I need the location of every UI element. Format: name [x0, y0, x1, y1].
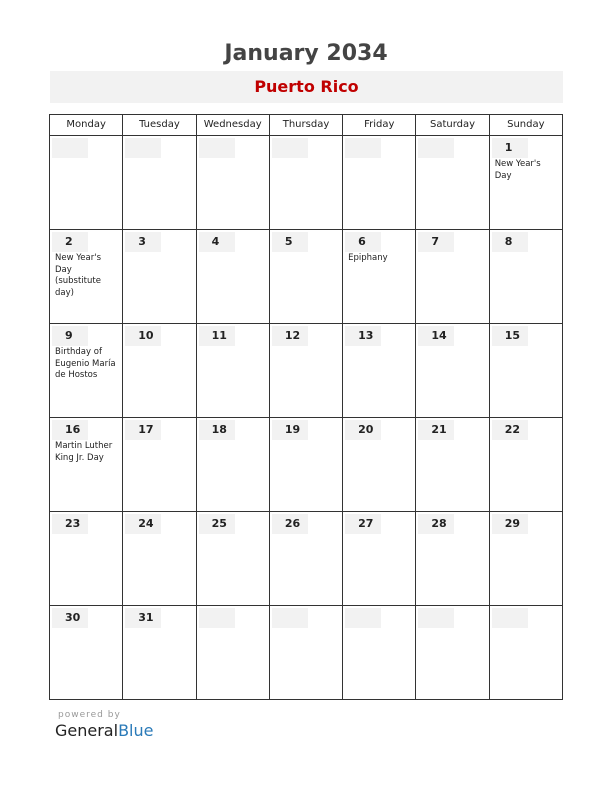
day-cell — [196, 136, 269, 230]
holiday-label: Epiphany — [348, 253, 388, 263]
day-number: 29 — [492, 514, 528, 534]
week-row — [50, 230, 563, 324]
day-number: 2 — [52, 232, 88, 252]
day-number: 10 — [125, 326, 161, 346]
day-number: 30 — [52, 608, 88, 628]
country-name: Puerto Rico — [50, 71, 563, 103]
day-cell — [343, 606, 416, 700]
day-number: 22 — [492, 420, 528, 440]
day-number: 4 — [199, 232, 235, 252]
weekday-monday: Monday — [50, 115, 123, 136]
day-number: 1 — [492, 138, 528, 158]
day-cell — [489, 606, 562, 700]
day-number — [418, 138, 454, 158]
day-number: 9 — [52, 326, 88, 346]
weekday-tuesday: Tuesday — [123, 115, 196, 136]
day-number — [492, 608, 528, 628]
holiday-label: Martin Luther King Jr. Day — [55, 441, 113, 463]
day-number — [125, 138, 161, 158]
day-number: 17 — [125, 420, 161, 440]
day-cell — [416, 136, 489, 230]
day-cell — [269, 230, 342, 324]
day-cell — [416, 606, 489, 700]
day-cell — [343, 324, 416, 418]
day-cell — [489, 512, 562, 606]
day-number — [272, 608, 308, 628]
day-number: 5 — [272, 232, 308, 252]
day-number: 23 — [52, 514, 88, 534]
weekday-header-row — [50, 115, 563, 136]
day-cell — [269, 512, 342, 606]
day-number — [418, 608, 454, 628]
day-cell — [123, 418, 196, 512]
day-number: 27 — [345, 514, 381, 534]
weekday-sunday: Sunday — [489, 115, 562, 136]
day-cell — [489, 324, 562, 418]
day-cell — [50, 136, 123, 230]
day-number: 20 — [345, 420, 381, 440]
day-number: 21 — [418, 420, 454, 440]
day-cell — [50, 512, 123, 606]
day-cell — [50, 418, 123, 512]
day-cell — [489, 136, 562, 230]
day-cell — [489, 418, 562, 512]
brand-name-part2: Blue — [118, 721, 154, 740]
day-cell — [123, 324, 196, 418]
day-cell — [50, 230, 123, 324]
calendar-title: January 2034 — [224, 41, 388, 66]
day-cell — [416, 512, 489, 606]
day-cell — [123, 512, 196, 606]
day-cell — [196, 230, 269, 324]
day-cell — [416, 324, 489, 418]
weekday-wednesday: Wednesday — [196, 115, 269, 136]
day-number: 7 — [418, 232, 454, 252]
day-number: 6 — [345, 232, 381, 252]
day-number: 15 — [492, 326, 528, 346]
day-cell — [196, 606, 269, 700]
calendar-grid — [49, 114, 563, 700]
day-number: 31 — [125, 608, 161, 628]
day-cell — [269, 136, 342, 230]
day-number: 28 — [418, 514, 454, 534]
week-row — [50, 512, 563, 606]
day-cell — [50, 324, 123, 418]
day-cell — [269, 418, 342, 512]
day-number: 19 — [272, 420, 308, 440]
day-number: 24 — [125, 514, 161, 534]
day-cell — [123, 606, 196, 700]
day-number: 3 — [125, 232, 161, 252]
day-cell — [416, 418, 489, 512]
week-row — [50, 324, 563, 418]
day-cell — [489, 230, 562, 324]
holiday-label: New Year's Day — [494, 159, 541, 181]
day-cell — [196, 324, 269, 418]
week-row — [50, 136, 563, 230]
weekday-friday: Friday — [343, 115, 416, 136]
day-number — [272, 138, 308, 158]
brand-name-part1: General — [55, 721, 119, 740]
day-number — [199, 608, 235, 628]
weekday-saturday: Saturday — [416, 115, 489, 136]
day-number: 14 — [418, 326, 454, 346]
day-number: 25 — [199, 514, 235, 534]
day-number: 8 — [492, 232, 528, 252]
day-cell — [196, 512, 269, 606]
day-cell — [343, 230, 416, 324]
day-cell — [416, 230, 489, 324]
day-number: 16 — [52, 420, 88, 440]
day-cell — [50, 606, 123, 700]
weekday-thursday: Thursday — [269, 115, 342, 136]
calendar-body — [50, 136, 563, 700]
day-number — [199, 138, 235, 158]
day-number — [345, 608, 381, 628]
day-number: 12 — [272, 326, 308, 346]
day-cell — [196, 418, 269, 512]
day-number — [52, 138, 88, 158]
day-number: 13 — [345, 326, 381, 346]
holiday-label: Birthday of Eugenio María de Hostos — [55, 347, 116, 380]
day-number: 26 — [272, 514, 308, 534]
day-cell — [123, 136, 196, 230]
brand-logo — [55, 721, 153, 740]
day-cell — [343, 512, 416, 606]
day-cell — [269, 324, 342, 418]
day-cell — [343, 418, 416, 512]
holiday-label: New Year's Day (substitute day) — [55, 253, 102, 298]
day-number — [345, 138, 381, 158]
week-row — [50, 418, 563, 512]
day-number: 18 — [199, 420, 235, 440]
powered-by-label: powered by — [58, 710, 121, 720]
day-number: 11 — [199, 326, 235, 346]
day-cell — [343, 136, 416, 230]
week-row — [50, 606, 563, 700]
day-cell — [123, 230, 196, 324]
day-cell — [269, 606, 342, 700]
